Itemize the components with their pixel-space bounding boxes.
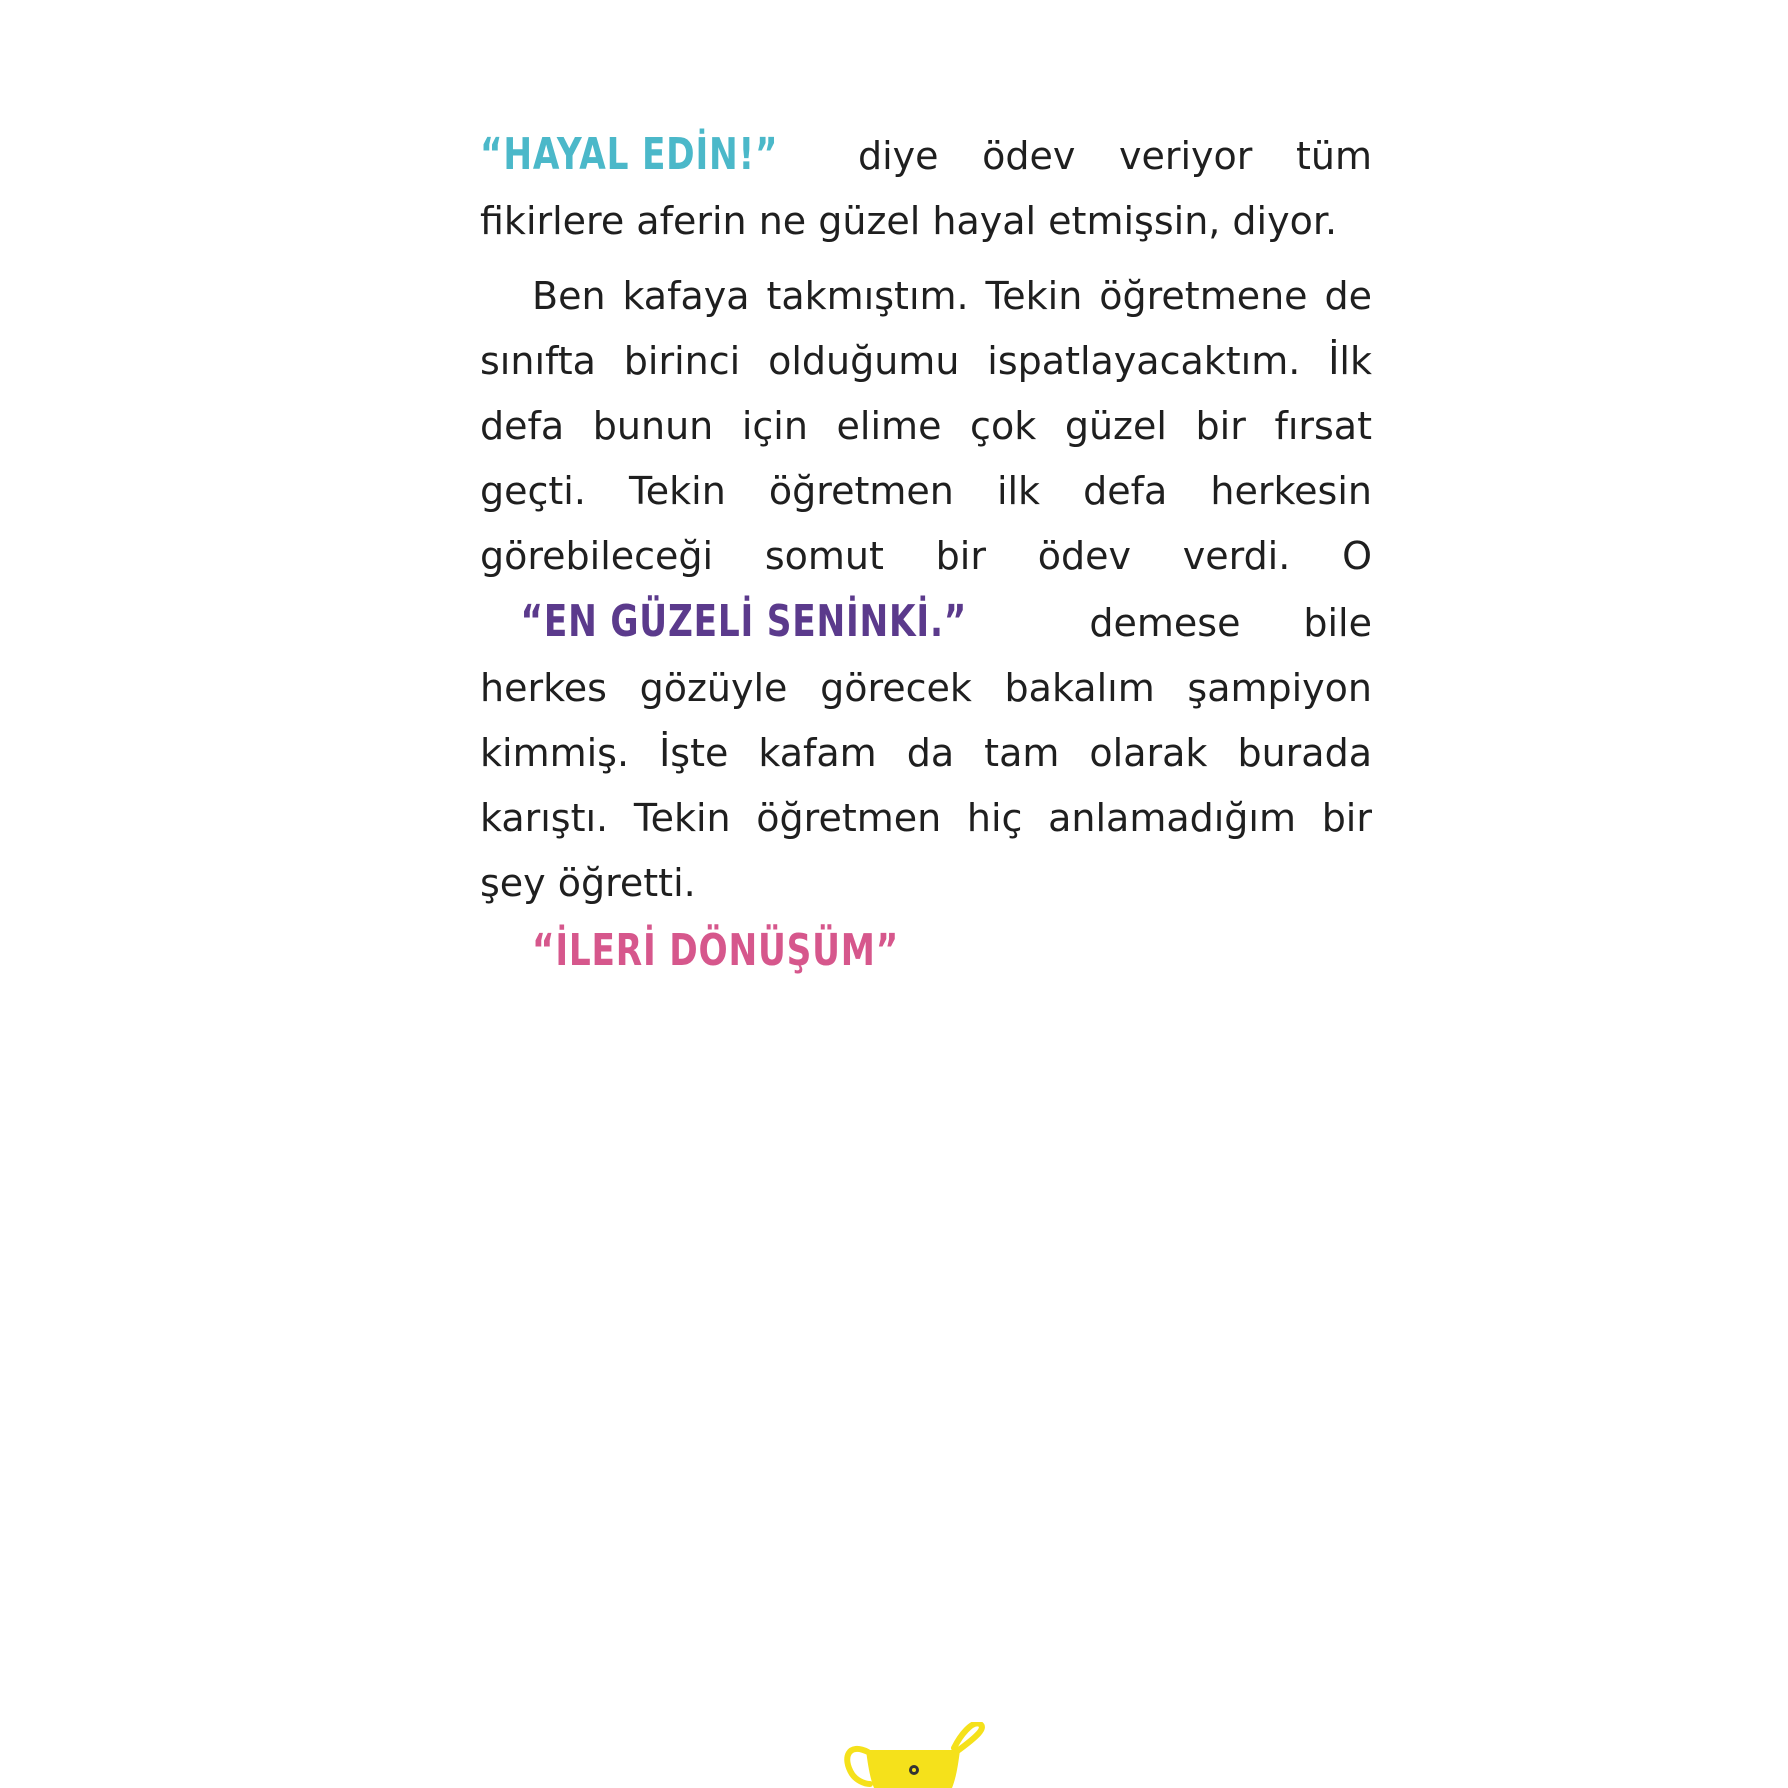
- emphasis-ileri-donusum: “İLERİ DÖNÜŞÜM”: [532, 925, 900, 976]
- page-body: [480, 122, 1372, 987]
- paragraph-1: [480, 122, 1372, 254]
- yellow-cup-ornament-icon: [838, 1722, 988, 1788]
- paragraph-1-text: diye ödev veriyor tüm fikirlere aferin ne güzel hayal etmişsin, diyor.: [480, 134, 1372, 243]
- emphasis-hayal-edin: “HAYAL EDİN!”: [480, 129, 779, 180]
- paragraph-2-text-after: demese bile herkes gözüyle görecek bakalım şampiyon kimmiş. İşte kafam da tam olarak burada karıştı. Tekin öğretmen hiç anlamadığım bir şey öğretti.: [480, 601, 1372, 905]
- paragraph-3: [532, 916, 1372, 987]
- emphasis-en-guzeli-seninki: “EN GÜZELİ SENİNKİ.”: [520, 596, 968, 647]
- paragraph-2-text-before: Ben kafaya takmıştım. Tekin öğretmene de sınıfta birinci olduğumu ispatlayacaktım. İlk defa bunun için elime çok güzel bir fırsat geçti. Tekin öğretmen ilk defa herkesin görebileceği somut bir ödev verdi. O: [480, 274, 1372, 578]
- paragraph-2: [480, 264, 1372, 916]
